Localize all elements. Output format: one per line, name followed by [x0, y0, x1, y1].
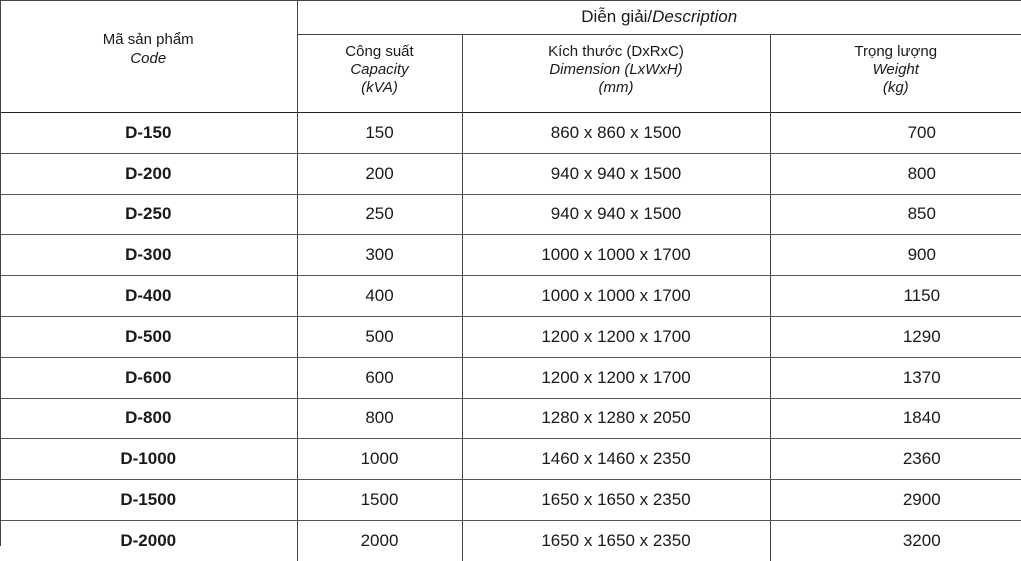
- cell-dimension: 1200 x 1200 x 1700: [462, 316, 770, 357]
- header-description-vi: Diễn giải/: [581, 7, 652, 26]
- header-dimension-unit: (mm): [463, 79, 770, 97]
- cell-dimension: 1000 x 1000 x 1700: [462, 235, 770, 276]
- header-code-vi: Mã sản phẩm: [0, 30, 297, 49]
- table-header: [0, 0, 1021, 113]
- cell-dimension: 860 x 860 x 1500: [462, 113, 770, 154]
- cell-code: D-500: [0, 316, 297, 357]
- header-capacity-unit: (kVA): [298, 79, 462, 97]
- table-row: [0, 520, 1021, 561]
- cell-code: D-2000: [0, 520, 297, 561]
- cell-code: D-800: [0, 398, 297, 439]
- cell-code: D-400: [0, 276, 297, 317]
- cell-weight: 1370: [770, 357, 1021, 398]
- header-capacity-vi: Công suất: [298, 43, 462, 61]
- table-row: [0, 153, 1021, 194]
- cell-dimension: 940 x 940 x 1500: [462, 194, 770, 235]
- cell-weight: 2360: [770, 439, 1021, 480]
- header-capacity: [297, 35, 462, 113]
- cell-capacity: 2000: [297, 520, 462, 561]
- cell-dimension: 940 x 940 x 1500: [462, 153, 770, 194]
- cell-weight: 3200: [770, 520, 1021, 561]
- cell-weight: 1290: [770, 316, 1021, 357]
- table-row: [0, 357, 1021, 398]
- cell-dimension: 1650 x 1650 x 2350: [462, 480, 770, 521]
- cell-dimension: 1280 x 1280 x 2050: [462, 398, 770, 439]
- cell-weight: 800: [770, 153, 1021, 194]
- table-top-border: [0, 0, 1021, 1]
- cell-capacity: 800: [297, 398, 462, 439]
- cell-weight: 1840: [770, 398, 1021, 439]
- header-dimension: [462, 35, 770, 113]
- cell-weight: 700: [770, 113, 1021, 154]
- cell-capacity: 500: [297, 316, 462, 357]
- table-row: [0, 316, 1021, 357]
- cell-code: D-1500: [0, 480, 297, 521]
- cell-code: D-1000: [0, 439, 297, 480]
- cell-dimension: 1650 x 1650 x 2350: [462, 520, 770, 561]
- header-weight: [770, 35, 1021, 113]
- header-dimension-en: Dimension (LxWxH): [463, 61, 770, 79]
- table-row: [0, 194, 1021, 235]
- header-code-en: Code: [0, 49, 297, 68]
- cell-capacity: 600: [297, 357, 462, 398]
- cell-capacity: 1000: [297, 439, 462, 480]
- cell-weight: 2900: [770, 480, 1021, 521]
- table-row: [0, 276, 1021, 317]
- table-row: [0, 439, 1021, 480]
- cell-weight: 900: [770, 235, 1021, 276]
- header-description-en: Description: [652, 7, 737, 26]
- table-body: [0, 113, 1021, 561]
- cell-code: D-150: [0, 113, 297, 154]
- table-row: [0, 113, 1021, 154]
- cell-weight: 1150: [770, 276, 1021, 317]
- cell-dimension: 1200 x 1200 x 1700: [462, 357, 770, 398]
- cell-dimension: 1460 x 1460 x 2350: [462, 439, 770, 480]
- header-capacity-en: Capacity: [298, 61, 462, 79]
- cell-capacity: 250: [297, 194, 462, 235]
- table-row: [0, 398, 1021, 439]
- cell-weight: 850: [770, 194, 1021, 235]
- cell-capacity: 1500: [297, 480, 462, 521]
- cell-code: D-250: [0, 194, 297, 235]
- header-dimension-vi: Kích thước (DxRxC): [463, 43, 770, 61]
- table-row: [0, 235, 1021, 276]
- cell-capacity: 300: [297, 235, 462, 276]
- cell-code: D-600: [0, 357, 297, 398]
- cell-capacity: 150: [297, 113, 462, 154]
- header-description: [297, 0, 1021, 35]
- table-left-border: [0, 0, 1, 546]
- header-weight-en: Weight: [771, 61, 1021, 79]
- header-code: [0, 0, 297, 113]
- cell-capacity: 200: [297, 153, 462, 194]
- cell-code: D-300: [0, 235, 297, 276]
- cell-code: D-200: [0, 153, 297, 194]
- cell-dimension: 1000 x 1000 x 1700: [462, 276, 770, 317]
- header-weight-unit: (kg): [771, 79, 1021, 97]
- table-row: [0, 480, 1021, 521]
- cell-capacity: 400: [297, 276, 462, 317]
- header-weight-vi: Trọng lượng: [771, 43, 1021, 61]
